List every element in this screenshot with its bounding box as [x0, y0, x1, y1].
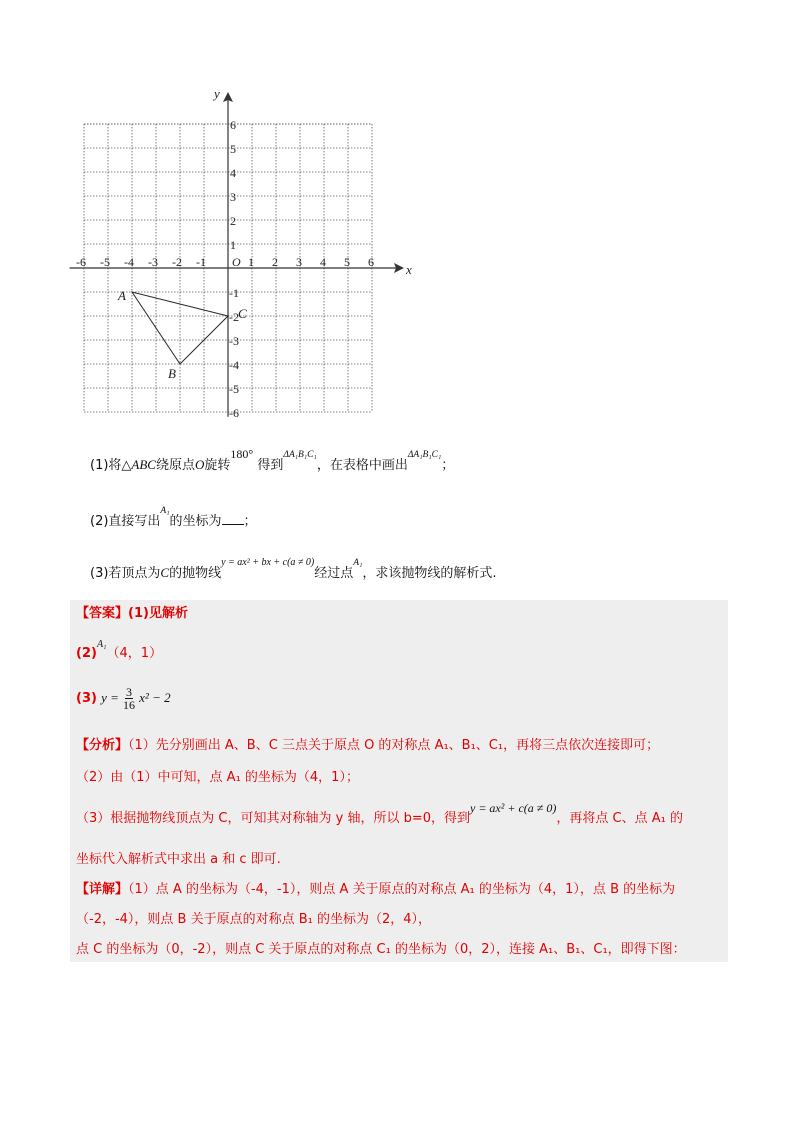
x-tick-label: -5 — [100, 255, 110, 269]
fraction-denominator: 16 — [123, 698, 136, 712]
y-tick-label: -5 — [229, 382, 239, 396]
analysis-3b-text: ，再将点 C、点 A₁ 的 — [556, 811, 683, 826]
y-tick-label: -6 — [229, 406, 239, 420]
detail-2-text: （-2，-4），则点 B 关于原点的对称点 B₁ 的坐标为（2，4）， — [76, 912, 432, 927]
y-tick-label: 3 — [230, 190, 236, 204]
answer-2-prefix: (2) — [76, 646, 97, 661]
y-tick-label: -1 — [229, 286, 239, 300]
y-tick-label: 5 — [230, 142, 236, 156]
point-b-label: B — [168, 366, 176, 381]
x-tick-label: -4 — [124, 255, 134, 269]
x-tick-label: -2 — [172, 255, 182, 269]
q1-triangle-1: ΔA₁B₁C₁ — [283, 450, 317, 460]
detail-line-1 — [76, 880, 675, 900]
x-tick-label: 1 — [248, 255, 254, 269]
q3-formula: y = ax² + bx + c(a ≠ 0) — [221, 557, 315, 568]
y-axis-label: y — [214, 86, 220, 101]
x-tick-label: -1 — [196, 255, 206, 269]
q1-triangle-2: ΔA₁B₁C₁ — [407, 450, 442, 460]
answer-2-coord: （4，1） — [106, 646, 163, 661]
y-tick-label: -2 — [229, 310, 239, 324]
x-tick-label: 4 — [320, 255, 326, 269]
q2-end: ； — [243, 514, 257, 529]
analysis-line-3 — [76, 801, 683, 829]
coordinate-grid-figure — [70, 86, 412, 422]
q1-degree: 180° — [230, 447, 254, 461]
q3-mid1: 的抛物线 — [169, 566, 222, 581]
analysis-3-formula: y = ax² + c(a ≠ 0) — [470, 801, 557, 815]
q3-vertex-c: C — [160, 565, 170, 580]
answer-3-fraction — [123, 686, 135, 711]
y-tick-label: 2 — [230, 214, 236, 228]
q2-a1: A₁ — [160, 506, 170, 516]
y-tick-label: 6 — [230, 118, 236, 132]
q1-mid3: 得到 — [257, 458, 284, 473]
detail-3-text: 点 C 的坐标为（0，-2），则点 C 关于原点的对称点 C₁ 的坐标为（0，2），连接 A₁、B₁、C₁，即得下图： — [76, 942, 686, 957]
q1-mid1: 绕原点 — [155, 458, 195, 473]
answer-3-lhs: y = — [101, 690, 119, 705]
answer-tag: 【答案】 — [76, 606, 129, 621]
analysis-3a-text: （3）根据抛物线顶点为 C，可知其对称轴为 y 轴，所以 b=0，得到 — [76, 811, 470, 826]
q3-a1: A₁ — [353, 558, 363, 568]
x-tick-label: 3 — [296, 255, 302, 269]
x-tick-label: 5 — [344, 255, 350, 269]
q3-mid2: 经过点 — [314, 566, 354, 581]
analysis-line-1 — [76, 736, 659, 756]
x-tick-label: -6 — [76, 255, 86, 269]
q1-mid2: 旋转 — [204, 458, 231, 473]
answer-line-3 — [76, 686, 171, 711]
y-tick-label: 4 — [230, 166, 236, 180]
detail-line-3 — [76, 940, 686, 960]
y-tick-label: 1 — [230, 238, 236, 252]
x-tick-label: 6 — [368, 255, 374, 269]
answer-2-a1: A₁ — [96, 639, 107, 650]
analysis-line-4 — [76, 850, 281, 870]
q1-end: ； — [441, 458, 455, 473]
x-tick-label: 2 — [272, 255, 278, 269]
origin-label: O — [232, 255, 241, 269]
q1-mid4: ，在表格中画出 — [316, 458, 408, 473]
x-axis-label: x — [406, 262, 412, 277]
analysis-4-text: 坐标代入解析式中求出 a 和 c 即可. — [76, 852, 281, 867]
q2-mid: 的坐标为 — [169, 514, 222, 529]
q2-answer-blank — [222, 512, 244, 525]
q1-origin-o: O — [195, 457, 205, 472]
y-tick-label: -3 — [229, 334, 239, 348]
answer-line-2 — [76, 639, 163, 665]
answer-1-text: (1)见解析 — [128, 606, 188, 621]
point-a-label: A — [118, 288, 126, 303]
q3-prefix: (3)若顶点为 — [90, 566, 161, 581]
q2-prefix: (2)直接写出 — [90, 514, 161, 529]
y-tick-label: -4 — [229, 358, 239, 372]
q1-abc: ABC — [131, 457, 156, 472]
fraction-numerator: 3 — [126, 685, 133, 699]
answer-line-1 — [76, 604, 188, 624]
analysis-tag: 【分析】 — [76, 738, 129, 753]
point-c-label: C — [238, 306, 247, 321]
q1-prefix: (1)将△ — [90, 458, 132, 473]
x-tick-label: -3 — [148, 255, 158, 269]
question-2 — [90, 506, 257, 532]
analysis-line-2 — [76, 768, 359, 788]
detail-1-text: （1）点 A 的坐标为（-4，-1），则点 A 关于原点的对称点 A₁ 的坐标为（4，1），点 B 的坐标为 — [128, 882, 676, 897]
q3-end: ，求该抛物线的解析式. — [362, 566, 497, 581]
answer-3-prefix: (3) — [76, 691, 97, 706]
analysis-1-text: （1）先分别画出 A、B、C 三点关于原点 O 的对称点 A₁、B₁、C₁，再将三点依次连接即可； — [128, 738, 660, 753]
answer-3-rest: x² − 2 — [139, 690, 171, 705]
detail-tag: 【详解】 — [76, 882, 129, 897]
detail-line-2 — [76, 910, 431, 930]
analysis-2-text: （2）由（1）中可知，点 A₁ 的坐标为（4，1）； — [76, 770, 359, 785]
